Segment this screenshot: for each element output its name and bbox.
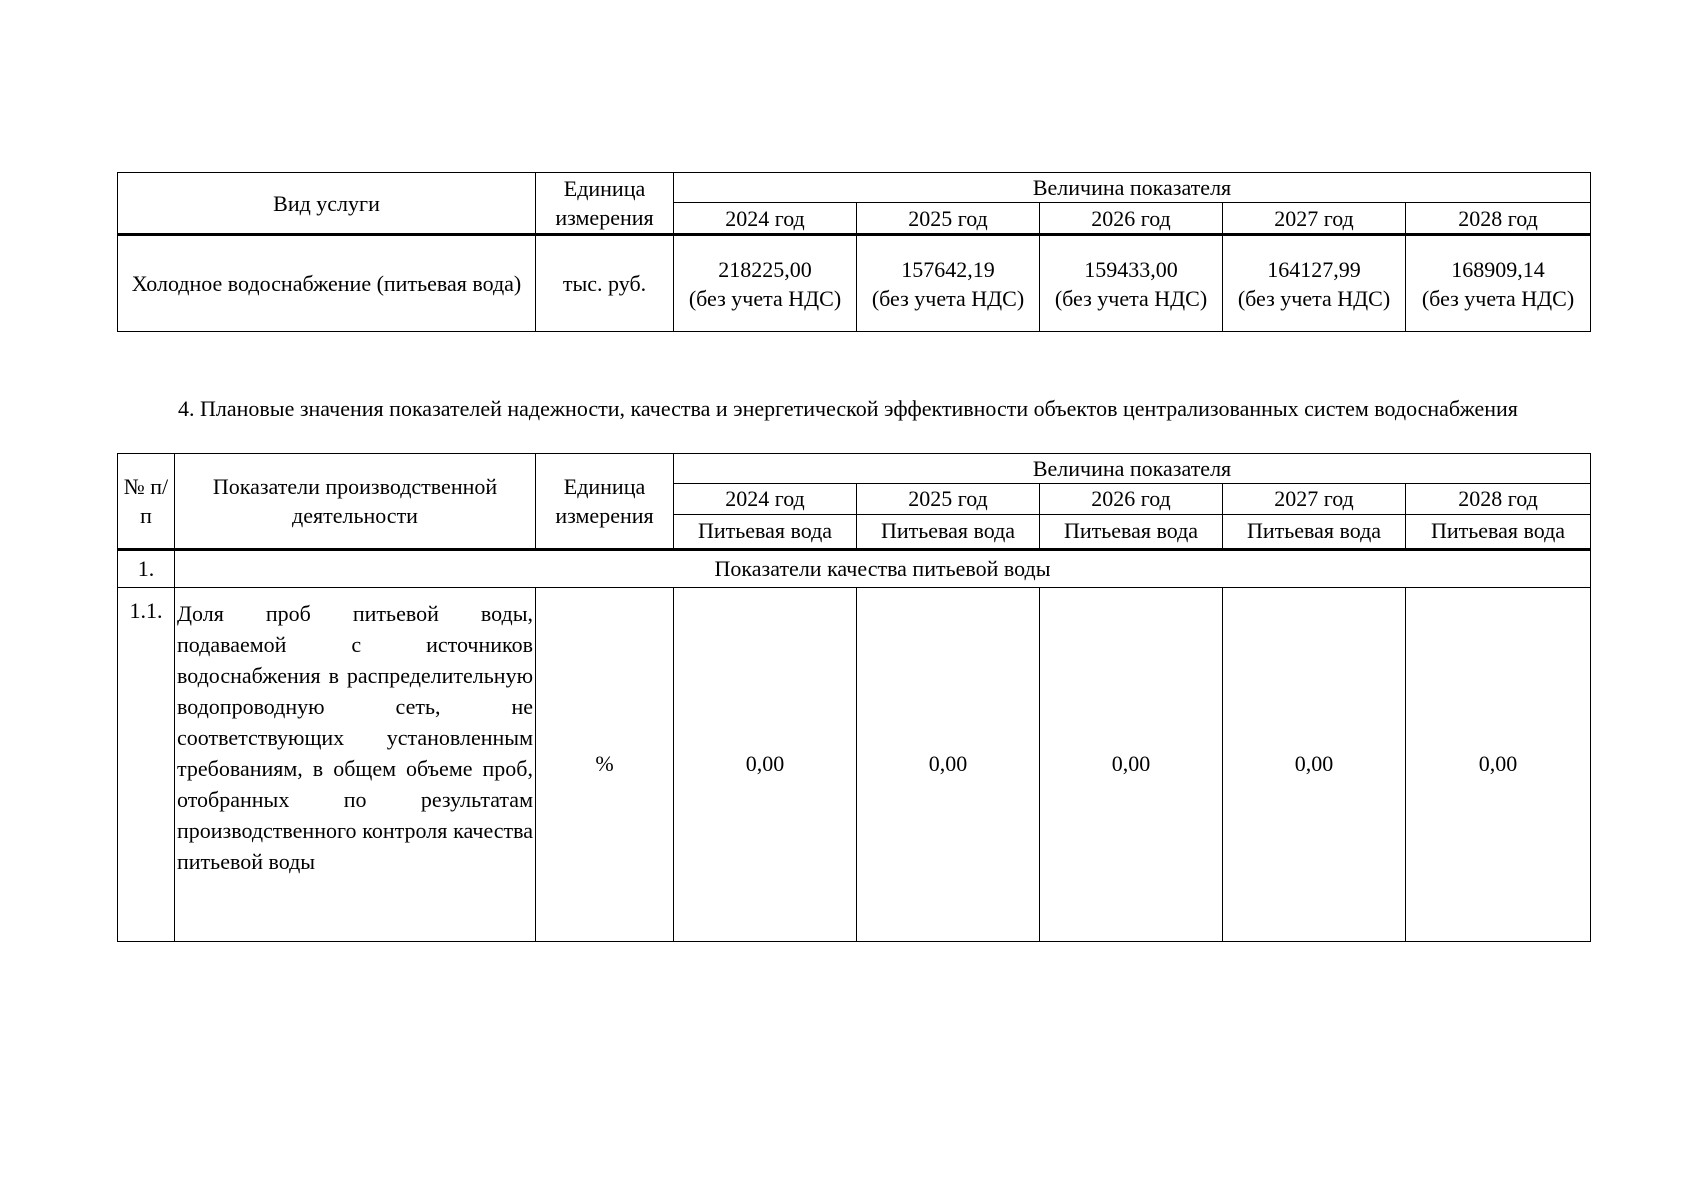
indicator-row [118, 587, 1591, 941]
year-header: 2027 год [1223, 484, 1406, 514]
year-header: 2027 год [1223, 203, 1406, 235]
service-name: Холодное водоснабжение (питьевая вода) [118, 235, 536, 332]
water-type-header: Питьевая вода [1040, 514, 1223, 549]
tariff-value-cell [674, 235, 857, 332]
year-header: 2026 год [1040, 484, 1223, 514]
vat-note: (без учета НДС) [1421, 285, 1575, 311]
unit-header: Единица измерения [536, 454, 674, 550]
year-header: 2025 год [857, 484, 1040, 514]
year-header: 2024 год [674, 484, 857, 514]
value-header: Величина показателя [674, 454, 1591, 484]
section-row [118, 549, 1591, 587]
row-number: 1.1. [118, 587, 175, 941]
quality-header-row [118, 454, 1591, 484]
indicator-header: Показатели производственной деятельности [175, 454, 536, 550]
vat-note: (без учета НДС) [1237, 285, 1391, 311]
indicator-value: 0,00 [857, 587, 1040, 941]
tariff-table [117, 172, 1591, 332]
indicator-value: 0,00 [1223, 587, 1406, 941]
tariff-header-row [118, 173, 1591, 203]
year-header: 2026 год [1040, 203, 1223, 235]
tariff-value-cell [1406, 235, 1591, 332]
indicator-description: Доля проб питьевой воды, подаваемой с источников водоснабжения в распределительную водопроводную сеть, не соответствующих установленным требованиям, в общем объеме проб, отобранных по результатам производственного контроля качества питьевой воды [175, 587, 536, 941]
service-header: Вид услуги [118, 173, 536, 235]
indicator-value: 0,00 [674, 587, 857, 941]
tariff-value: 218225,00 [718, 256, 812, 282]
vat-note: (без учета НДС) [1054, 285, 1208, 311]
year-header: 2028 год [1406, 203, 1591, 235]
vat-note: (без учета НДС) [688, 285, 842, 311]
tariff-row [118, 235, 1591, 332]
year-header: 2025 год [857, 203, 1040, 235]
tariff-value: 159433,00 [1084, 256, 1178, 282]
section-title: Показатели качества питьевой воды [175, 549, 1591, 587]
water-type-header: Питьевая вода [857, 514, 1040, 549]
unit-cell: % [536, 587, 674, 941]
indicator-value: 0,00 [1040, 587, 1223, 941]
section-heading: 4. Плановые значения показателей надежности, качества и энергетической эффективности объектов централизованных систем водоснабжения [178, 396, 1518, 421]
year-header: 2028 год [1406, 484, 1591, 514]
tariff-value-cell [1040, 235, 1223, 332]
tariff-value: 168909,14 [1451, 256, 1545, 282]
water-type-header: Питьевая вода [1406, 514, 1591, 549]
section-number: 1. [118, 549, 175, 587]
tariff-value: 157642,19 [901, 256, 995, 282]
number-header: № п/п [118, 454, 175, 550]
water-type-header: Питьевая вода [674, 514, 857, 549]
unit-header: Единица измерения [536, 173, 674, 235]
water-type-header: Питьевая вода [1223, 514, 1406, 549]
value-header: Величина показателя [674, 173, 1591, 203]
vat-note: (без учета НДС) [871, 285, 1025, 311]
tariff-value-cell [857, 235, 1040, 332]
year-header: 2024 год [674, 203, 857, 235]
indicator-value: 0,00 [1406, 587, 1591, 941]
tariff-value-cell [1223, 235, 1406, 332]
tariff-value: 164127,99 [1267, 256, 1361, 282]
quality-indicators-table [117, 453, 1591, 942]
unit-cell: тыс. руб. [536, 235, 674, 332]
